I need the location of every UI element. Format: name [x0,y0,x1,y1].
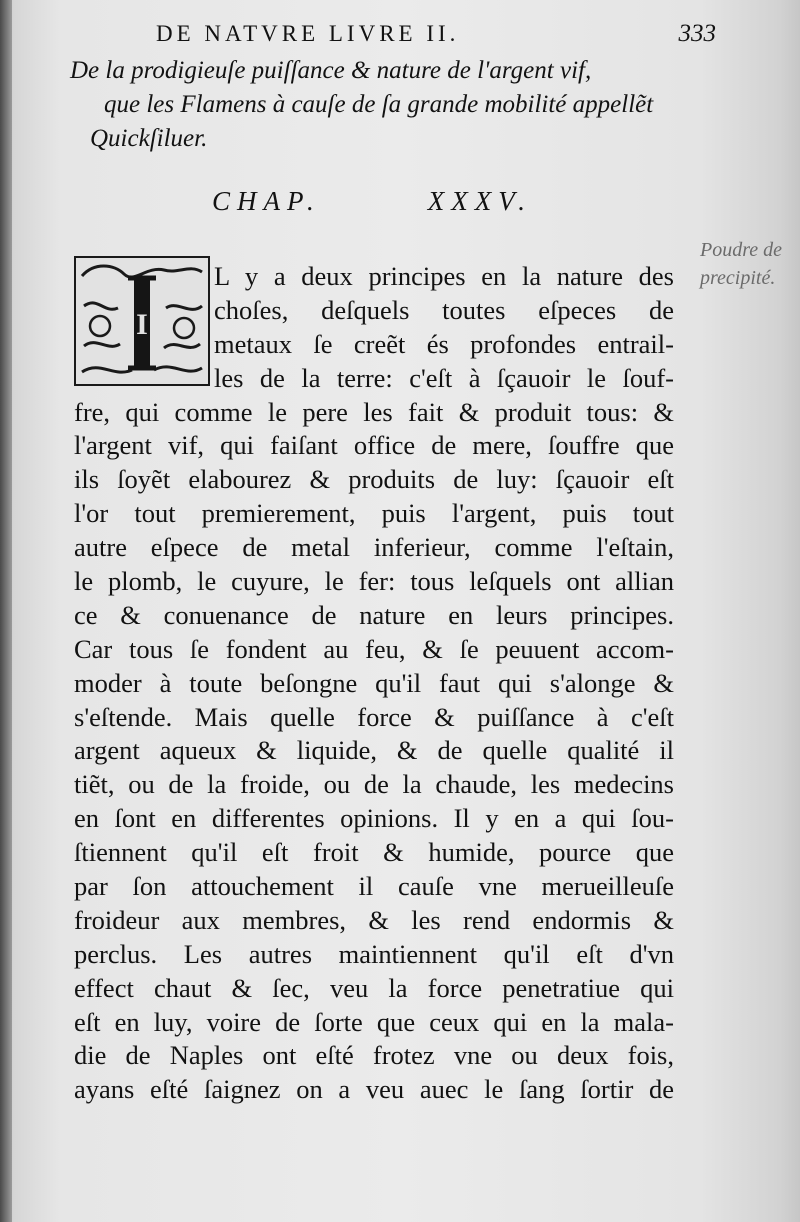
text-line: perclus. Les autres maintiennent qu'il eſt d'vn [74,938,674,969]
margin-note [700,236,800,292]
text-line: effect chaut & ſec, veu la force penetratiue qui [74,972,674,1003]
text-line: en ſont en differentes opinions. Il y en a qui ſou- [74,803,674,834]
page-number: 333 [678,20,716,47]
text-line: fre, qui comme le pere les fait & produit tous: & [74,396,674,427]
text-line: autre eſpece de metal inferieur, comme l'eſtain, [74,532,674,563]
text-line: ce & conuenance de nature en leurs principes. [74,599,674,630]
binding-shadow [0,0,12,1222]
text-line: eſt en luy, voire de ſorte que ceux qui en la mala- [74,1006,674,1037]
text-line: L y a deux principes en la nature des [214,261,674,291]
drop-cap-letter: I [136,308,148,341]
chapter-heading-line: Quickſiluer. [90,125,208,152]
text-line: les de la terre: c'eſt à ſçauoir le ſouf- [214,362,674,393]
text-line: ſtiennent qu'il eſt froit & humide, pource que [74,837,674,868]
chapter-heading-line: De la prodigieuſe puiſſance & nature de l'argent vif, [70,57,592,84]
text-line: l'or tout premierement, puis l'argent, puis tout [74,498,674,529]
text-line: moder à toute beſongne qu'il faut qui s'alonge & [74,667,674,698]
text-line: par ſon attouchement il cauſe vne merueilleuſe [74,871,674,902]
running-head-title: DE NATVRE LIVRE II. [156,21,460,46]
chapter-heading [70,54,690,156]
text-line: l'argent vif, qui faiſant office de mere, ſouffre que [74,430,674,461]
running-head [156,20,716,48]
text-line: le plomb, le cuyure, le fer: tous leſquels ont allian [74,566,674,597]
body-text [74,260,674,1107]
text-line: Car tous ſe fondent au feu, & ſe peuuent accom- [74,633,674,664]
chapter-number [212,186,532,217]
text-line: tiẽt, ou de la froide, ou de la chaude, les medecins [74,769,674,800]
text-line: choſes, deſquels toutes eſpeces de [214,294,674,325]
text-line: ils ſoyẽt elabourez & produits de luy: ſçauoir eſt [74,464,674,495]
chapter-label: CHAP. [212,186,321,216]
text-line: metaux ſe creẽt és profondes entrail- [214,328,674,359]
text-line: froideur aux membres, & les rend endormis & [74,904,674,935]
text-line: ayans eſté ſaignez on a veu auec le ſang ſortir de [74,1074,674,1105]
text-line: s'eſtende. Mais quelle force & puiſſance à c'eſt [74,701,674,732]
text-line: die de Naples ont eſté frotez vne ou deux fois, [74,1040,674,1071]
margin-note-line: Poudre de [700,239,783,261]
text-line: argent aqueux & liquide, & de quelle qualité il [74,735,674,766]
margin-note-line: precipité. [700,267,776,289]
chapter-heading-line: que les Flamens à cauſe de ſa grande mobilité appellẽt [104,91,654,118]
chapter-roman-numeral: XXXV. [427,186,532,216]
